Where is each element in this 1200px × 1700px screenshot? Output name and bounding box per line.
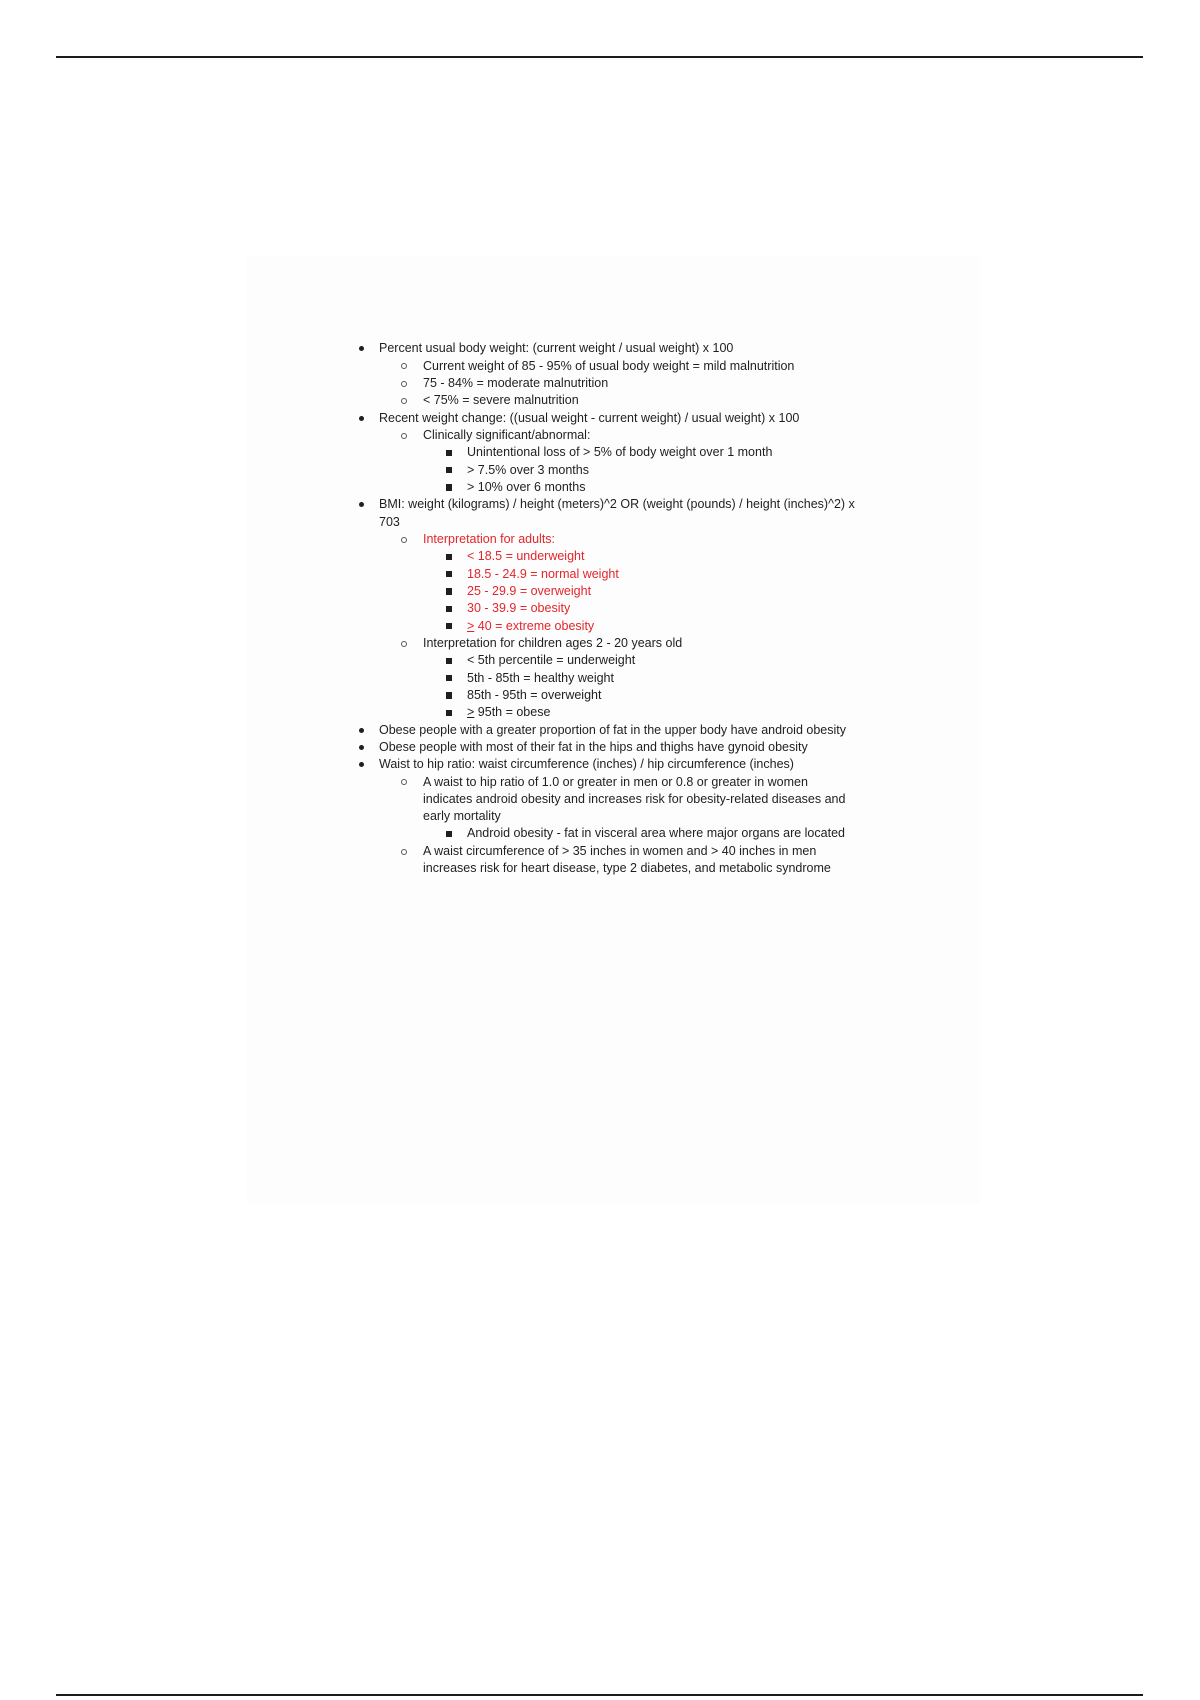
list-item-text: > 95th = obese: [467, 705, 551, 720]
bottom-rule: [56, 1694, 1143, 1696]
list-item: [0, 479, 1200, 496]
list-item-text: Unintentional loss of > 5% of body weight over 1 month: [467, 445, 773, 460]
list-item-row: [0, 548, 1200, 565]
list-item-row: [0, 722, 1200, 739]
list-item-text: Interpretation for children ages 2 - 20 years old: [423, 635, 683, 650]
list-item-text: 85th - 95th = overweight: [467, 687, 602, 702]
list-item-row: [0, 427, 1200, 444]
list-item-text: Obese people with a greater proportion of fat in the upper body have android obesity: [379, 722, 846, 737]
bullet-square-icon: [446, 467, 453, 474]
list-item-row: [0, 531, 1200, 548]
list-item-text: BMI: weight (kilograms) / height (meters)^2 OR (weight (pounds) / height (inches)^2) x 703: [379, 497, 855, 529]
sub-list: [0, 774, 1200, 878]
list-item: [0, 444, 1200, 461]
list-item-row: [0, 444, 1200, 461]
bullet-square-icon: [446, 623, 453, 630]
list-item-row: [0, 618, 1200, 635]
list-item-row: [0, 375, 1200, 392]
list-item: [0, 340, 1200, 409]
list-item: [0, 583, 1200, 600]
list-item: [0, 600, 1200, 617]
list-item-text: Current weight of 85 - 95% of usual body weight = mild malnutrition: [423, 358, 795, 373]
sub-list: [0, 531, 1200, 722]
bullet-square-icon: [446, 554, 453, 561]
bullet-circle-icon: [401, 433, 407, 439]
top-rule: [56, 56, 1143, 58]
list-item: [0, 739, 1200, 756]
list-item-row: [0, 704, 1200, 721]
sub-list: [0, 427, 1200, 496]
list-item-text: 25 - 29.9 = overweight: [467, 583, 592, 598]
bullet-disc-icon: [359, 762, 364, 767]
bullet-disc-icon: [359, 416, 364, 421]
list-item-text: 18.5 - 24.9 = normal weight: [467, 566, 619, 581]
list-item-row: [0, 687, 1200, 704]
sub-list: [0, 548, 1200, 635]
list-item-text: 30 - 39.9 = obesity: [467, 601, 571, 616]
list-item: [0, 756, 1200, 877]
list-item-row: [0, 479, 1200, 496]
sub-list: [0, 358, 1200, 410]
bullet-circle-icon: [401, 381, 407, 387]
list-item-row: [0, 843, 1200, 878]
list-item: [0, 774, 1200, 843]
list-item-text: A waist to hip ratio of 1.0 or greater in men or 0.8 or greater in women indicates android obesity and increases risk for obesity-related diseases and early mortality: [423, 774, 846, 824]
list-item-text: Percent usual body weight: (current weight / usual weight) x 100: [379, 341, 734, 356]
list-item-row: [0, 756, 1200, 773]
bullet-circle-icon: [401, 363, 407, 369]
list-item-text: < 18.5 = underweight: [467, 549, 585, 564]
bullet-circle-icon: [401, 641, 407, 647]
list-item-text: Clinically significant/abnormal:: [423, 427, 591, 442]
list-item-text: > 10% over 6 months: [467, 479, 586, 494]
list-item-row: [0, 583, 1200, 600]
bullet-disc-icon: [359, 346, 364, 351]
list-item-row: [0, 739, 1200, 756]
list-item: [0, 410, 1200, 497]
list-item-row: [0, 566, 1200, 583]
list-item-text: A waist circumference of > 35 inches in women and > 40 inches in men increases risk for heart disease, type 2 diabetes, and metabolic syndrome: [423, 843, 831, 876]
bullet-disc-icon: [359, 728, 364, 733]
list-item: [0, 843, 1200, 878]
list-item-text: Obese people with most of their fat in the hips and thighs have gynoid obesity: [379, 739, 808, 754]
list-item-row: [0, 670, 1200, 687]
list-item-row: [0, 392, 1200, 409]
list-item-row: [0, 600, 1200, 617]
list-item: [0, 392, 1200, 409]
sub-list: [0, 652, 1200, 721]
list-item: [0, 635, 1200, 722]
list-item: [0, 375, 1200, 392]
bullet-circle-icon: [401, 779, 407, 785]
list-item-text: < 75% = severe malnutrition: [423, 393, 579, 408]
list-item: [0, 462, 1200, 479]
bullet-square-icon: [446, 675, 453, 682]
list-item-text: Android obesity - fat in visceral area where major organs are located: [467, 826, 845, 841]
list-item-row: [0, 496, 1200, 531]
list-item-row: [0, 462, 1200, 479]
bullet-square-icon: [446, 658, 453, 665]
sub-list: [0, 444, 1200, 496]
list-item: [0, 825, 1200, 842]
list-item: [0, 670, 1200, 687]
list-item-text: > 7.5% over 3 months: [467, 462, 589, 477]
list-item-row: [0, 825, 1200, 842]
bullet-square-icon: [446, 692, 453, 699]
list-item: [0, 652, 1200, 669]
list-item: [0, 618, 1200, 635]
list-item: [0, 548, 1200, 565]
list-item: [0, 496, 1200, 721]
list-item: [0, 358, 1200, 375]
list-item: [0, 704, 1200, 721]
bullet-square-icon: [446, 588, 453, 595]
list-item-text: 5th - 85th = healthy weight: [467, 670, 614, 685]
bullet-disc-icon: [359, 745, 364, 750]
bullet-circle-icon: [401, 398, 407, 404]
list-item: [0, 687, 1200, 704]
list-item-row: [0, 774, 1200, 826]
list-item-text: Recent weight change: ((usual weight - current weight) / usual weight) x 100: [379, 410, 800, 425]
bullet-square-icon: [446, 606, 453, 613]
bullet-square-icon: [446, 831, 453, 838]
list-item: [0, 566, 1200, 583]
list-item-text: Waist to hip ratio: waist circumference (inches) / hip circumference (inches): [379, 757, 794, 772]
list-item-row: [0, 635, 1200, 652]
list-item-highlighted: [0, 531, 1200, 635]
bullet-circle-icon: [401, 537, 407, 543]
sub-list: [0, 825, 1200, 842]
list-item-text: < 5th percentile = underweight: [467, 653, 636, 668]
bullet-circle-icon: [401, 849, 407, 855]
list-item-row: [0, 340, 1200, 357]
list-item-text: > 40 = extreme obesity: [467, 618, 595, 633]
list-item-row: [0, 410, 1200, 427]
bullet-square-icon: [446, 710, 453, 717]
list-item-text: Interpretation for adults:: [423, 531, 556, 546]
bullet-square-icon: [446, 484, 453, 491]
list-item: [0, 427, 1200, 496]
bullet-disc-icon: [359, 502, 364, 507]
list-item-row: [0, 652, 1200, 669]
notes-list: [0, 340, 1200, 877]
list-item: [0, 722, 1200, 739]
bullet-square-icon: [446, 450, 453, 457]
bullet-square-icon: [446, 571, 453, 578]
list-item-row: [0, 358, 1200, 375]
list-item-text: 75 - 84% = moderate malnutrition: [423, 375, 609, 390]
